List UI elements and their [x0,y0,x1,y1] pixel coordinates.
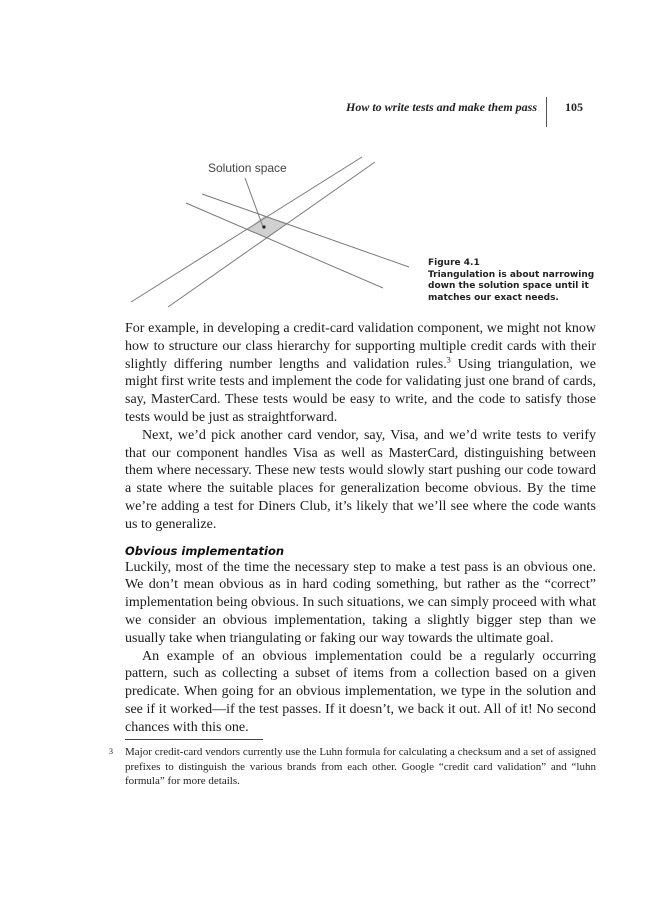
paragraph-3: Luckily, most of the time the necessary step to make a test pass is an obvious one. We don’t mean obvious as in hard coding something, but rather as the “correct” implementation being obvious. In such situations, we can simply proceed with what we consider an obvious implementation, taking a slightly bigger step than we usually take when triangulating or faking our way towards the ultimate goal. [125,559,596,646]
running-head-title: How to write tests and make them pass [345,100,537,114]
caption-text: Triangulation is about narrowing down the solution space until it matches our exact needs. [428,269,595,303]
figure-caption [428,258,608,304]
paragraph-2: Next, we’d pick another card vendor, say, Visa, and we’d write tests to verify that our component handles Visa as well as MasterCard, distinguishing between them where necessary. These new tests would slowly start pushing our code toward a state where the suitable places for generalization become obvious. By the time we’re adding a test for Diners Club, it’s likely that we’ll see where the code wants us to generalize. [125,427,596,532]
figure-triangulation [0,0,660,320]
page-number: 105 [565,100,583,114]
footnote-text: Major credit-card vendors currently use the Luhn formula for calculating a checksum and a set of assigned prefixes to distinguish the various brands from each other. Google “credit card validation” and “luhn formula” for more details. [125,746,596,787]
constraint-line-2 [168,162,375,307]
solution-point [262,225,265,228]
paragraph-4: An example of an obvious implementation could be a regularly occurring pattern, such as collecting a subset of items from a collection based on a given predicate. When going for an obvious implementation, we type in the solution and see if it worked—if the test passes. If it doesn’t, we back it out. All of it! No second chances with this one. [125,648,596,735]
caption-title: Figure 4.1 [428,258,480,268]
paragraph-1-text-b: Using triangulation, we might first write tests and implement the code for validating just one brand of cards, say, MasterCard. These tests would be easy to write, and the code to satisfy those tests would be just as straightforward. [125,356,597,425]
solution-space-region [247,216,287,238]
body-text [125,320,596,737]
footnote-reference[interactable]: 3 [446,354,451,364]
paragraph-1 [125,320,596,427]
label-leader-line [245,178,263,227]
footnote-divider [125,739,263,740]
constraint-line-3 [186,203,383,288]
footnote-mark: 3 [109,747,113,756]
paragraph-1-text-a: For example, in developing a credit-card validation component, we might not know how to structure our class hierarchy for supporting multiple credit cards with their slightly differing number lengths and validation rules. [125,321,596,372]
constraint-line-4 [202,194,409,267]
section-subheading: Obvious implementation [125,543,285,558]
footnote [109,745,596,789]
solution-space-label: Solution space [208,161,287,175]
